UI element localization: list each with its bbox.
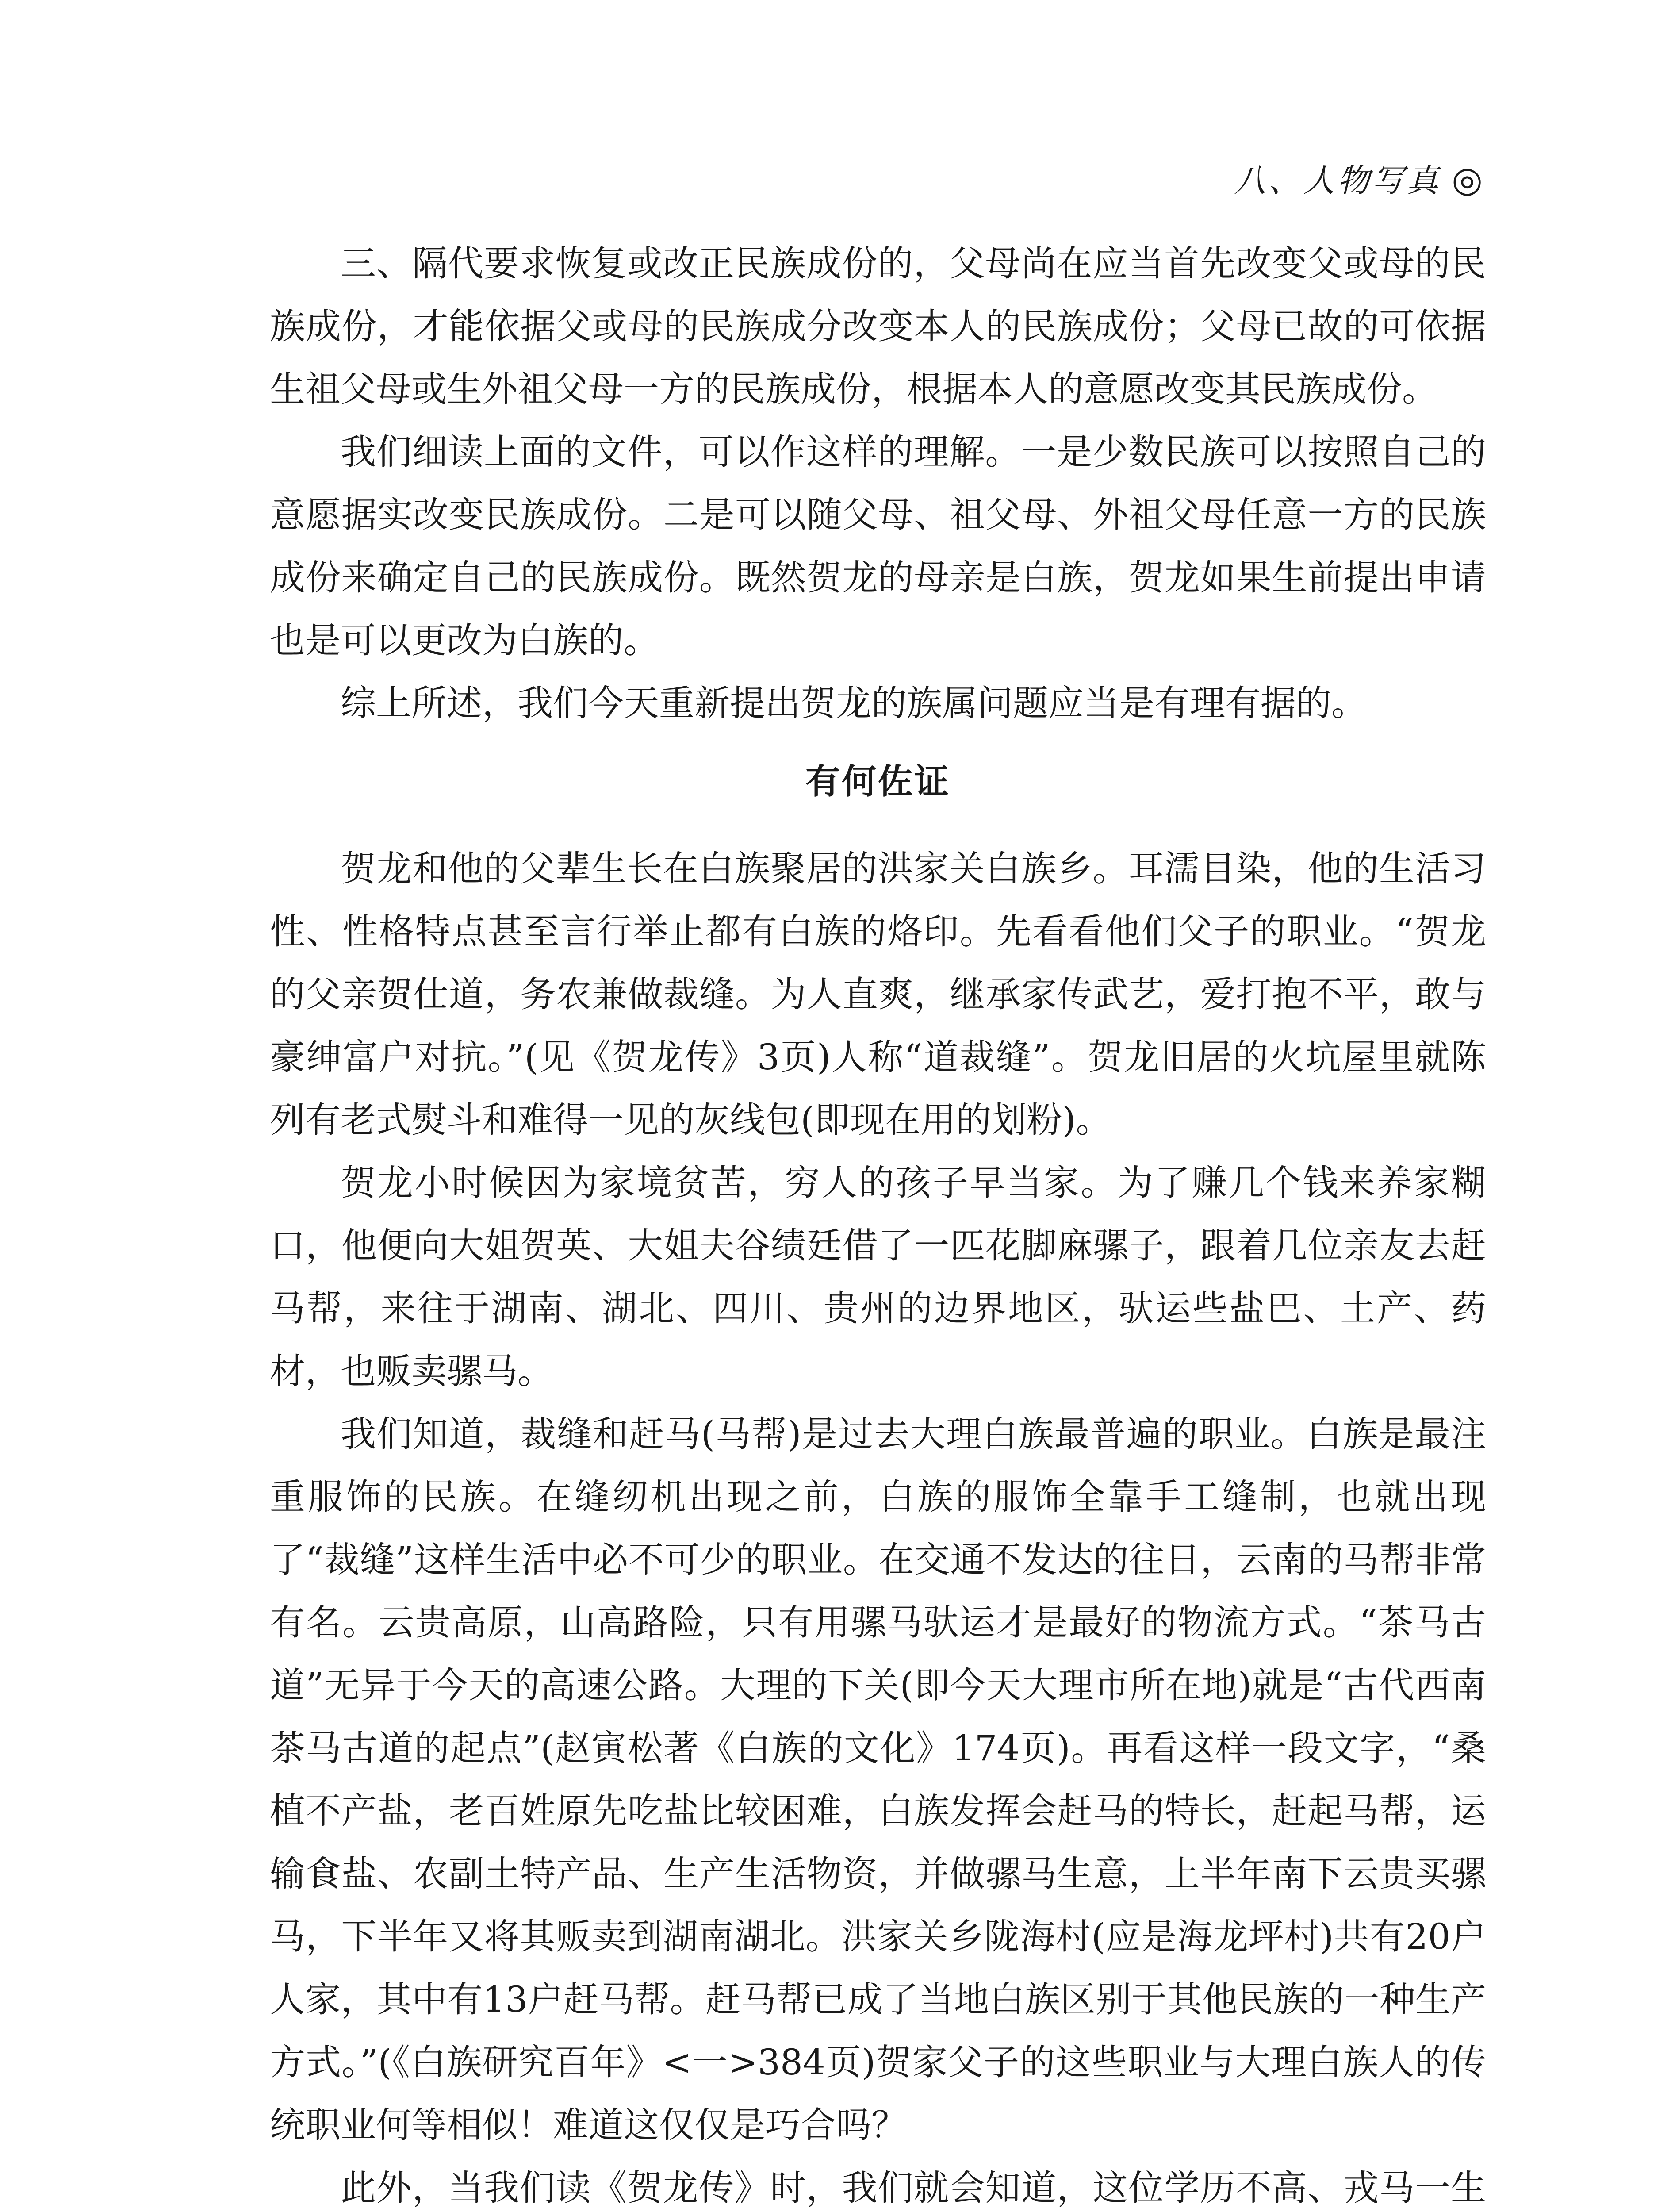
paragraph: 贺龙小时候因为家境贫苦，穷人的孩子早当家。为了赚几个钱来养家糊口，他便向大姐贺英、大姐夫谷绩廷借了一匹花脚麻骡子，跟着几位亲友去赶马帮，来往于湖南、湖北、四川、贵州的边界地区，驮运些盐巴、土产、药材，也贩卖骡马。 <box>270 1162 1486 1392</box>
paragraph: 此外，当我们读《贺龙传》时，我们就会知道，这位学历不高、戎马一生 <box>341 2167 1486 2208</box>
paragraph: 我们细读上面的文件，可以作这样的理解。一是少数民族可以按照自己的意愿据实改变民族成份。二是可以随父母、祖父母、外祖父母任意一方的民族成份来确定自己的民族成份。既然贺龙的母亲是白族，贺龙如果生前提出申请也是可以更改为白族的。 <box>270 431 1486 661</box>
chapter-title: 八、人物写真 <box>1234 162 1441 199</box>
running-header <box>1234 155 1485 201</box>
paragraph: 贺龙和他的父辈生长在白族聚居的洪家关白族乡。耳濡目染，他的生活习性、性格特点甚至言行举止都有白族的烙印。先看看他们父子的职业。“贺龙的父亲贺仕道，务农兼做裁缝。为人直爽，继承家传武艺，爱打抱不平，敢与豪绅富户对抗。”(见《贺龙传》3页)人称“道裁缝”。贺龙旧居的火坑屋里就陈列有老式熨斗和难得一见的灰线包(即现在用的划粉)。 <box>270 848 1486 1141</box>
body-text <box>270 232 1486 2212</box>
section-heading: 有何佐证 <box>805 762 950 802</box>
header-circle-mark: ◎ <box>1452 159 1485 200</box>
paragraph: 三、隔代要求恢复或改正民族成份的，父母尚在应当首先改变父或母的民族成份，才能依据父或母的民族成分改变本人的民族成份；父母已故的可依据生祖父母或生外祖父母一方的民族成份，根据本人的意愿改变其民族成份。 <box>270 243 1486 410</box>
paragraph: 综上所述，我们今天重新提出贺龙的族属问题应当是有理有据的。 <box>341 683 1367 724</box>
paragraph: 我们知道，裁缝和赶马(马帮)是过去大理白族最普遍的职业。白族是最注重服饰的民族。在缝纫机出现之前，白族的服饰全靠手工缝制，也就出现了“裁缝”这样生活中必不可少的职业。在交通不发达的往日，云南的马帮非常有名。云贵高原，山高路险，只有用骡马驮运才是最好的物流方式。“茶马古道”无异于今天的高速公路。大理的下关(即今天大理市所在地)就是“古代西南茶马古道的起点”(赵寅松著《白族的文化》174页)。再看这样一段文字，“桑植不产盐，老百姓原先吃盐比较困难，白族发挥会赶马的特长，赶起马帮，运输食盐、农副土特产品、生产生活物资，并做骡马生意，上半年南下云贵买骡马，下半年又将其贩卖到湖南湖北。洪家关乡陇海村(应是海龙坪村)共有20户人家，其中有13户赶马帮。赶马帮已成了当地白族区别于其他民族的一种生产方式。”(《白族研究百年》<一>384页)贺家父子的这些职业与大理白族人的传统职业何等相似！难道这仅仅是巧合吗？ <box>270 1413 1486 2146</box>
